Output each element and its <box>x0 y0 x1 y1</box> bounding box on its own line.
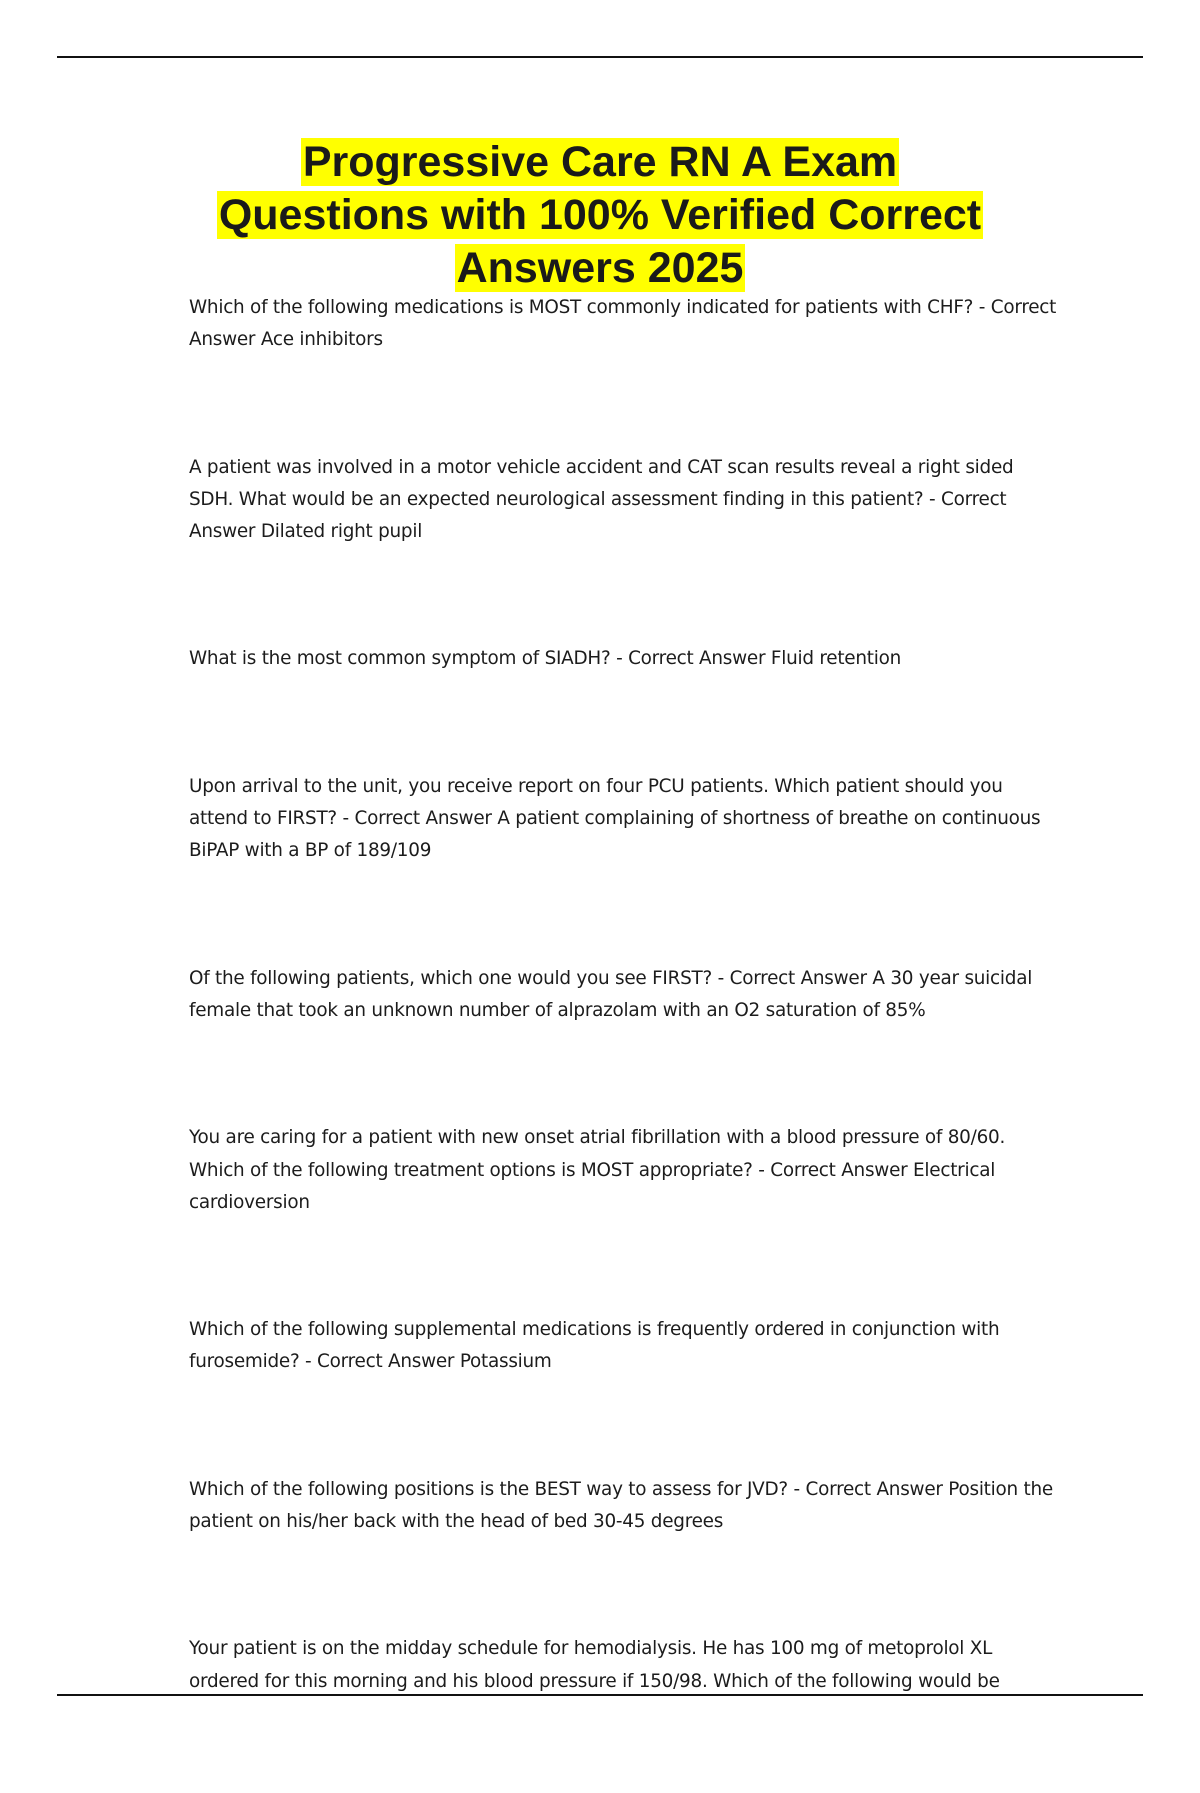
qa-item-3: What is the most common symptom of SIADH? - Correct Answer Fluid retention <box>189 648 901 670</box>
title-line-2-text: Questions with 100% Verified Correct <box>218 191 982 239</box>
qa-item-9: Your patient is on the midday schedule for hemodialysis. He has 100 mg of metoprolol XL ordered for this morning and his blood pressure if 150/98. Which of the following would be <box>189 1638 1000 1692</box>
title-line-2 <box>150 189 1050 242</box>
title-line-3 <box>150 242 1050 295</box>
qa-item-4: Upon arrival to the unit, you receive report on four PCU patients. Which patient should you attend to FIRST? - Correct Answer A patient complaining of shortness of breathe on continuous BiPAP with a BP of 189/109 <box>189 775 1041 862</box>
qa-item-5: Of the following patients, which one would you see FIRST? - Correct Answer A 30 year suicidal female that took an unknown number of alprazolam with an O2 saturation of 85% <box>189 967 1033 1021</box>
top-rule <box>57 56 1143 58</box>
qa-item-2: A patient was involved in a motor vehicle accident and CAT scan results reveal a right sided SDH. What would be an expected neurological assessment finding in this patient? - Correct Answer Dilated right pupil <box>189 456 1014 543</box>
qa-item-1: Which of the following medications is MOST commonly indicated for patients with CHF? - Correct Answer Ace inhibitors <box>189 297 1057 351</box>
question-answer-list <box>189 292 1059 1793</box>
title-line-1 <box>150 136 1050 189</box>
bottom-rule <box>57 1694 1143 1696</box>
qa-item-6: You are caring for a patient with new onset atrial fibrillation with a blood pressure of 80/60. Which of the following treatment options is MOST appropriate? - Correct Answer Electrical cardioversion <box>189 1127 1006 1213</box>
title-line-3-text: Answers 2025 <box>456 244 744 292</box>
title-line-1-text: Progressive Care RN A Exam <box>302 138 898 186</box>
qa-item-7: Which of the following supplemental medications is frequently ordered in conjunction with furosemide? - Correct Answer Potassium <box>189 1319 1000 1373</box>
document-title <box>150 136 1050 295</box>
qa-item-8: Which of the following positions is the BEST way to assess for JVD? - Correct Answer Position the patient on his/her back with the head of bed 30-45 degrees <box>189 1478 1053 1533</box>
